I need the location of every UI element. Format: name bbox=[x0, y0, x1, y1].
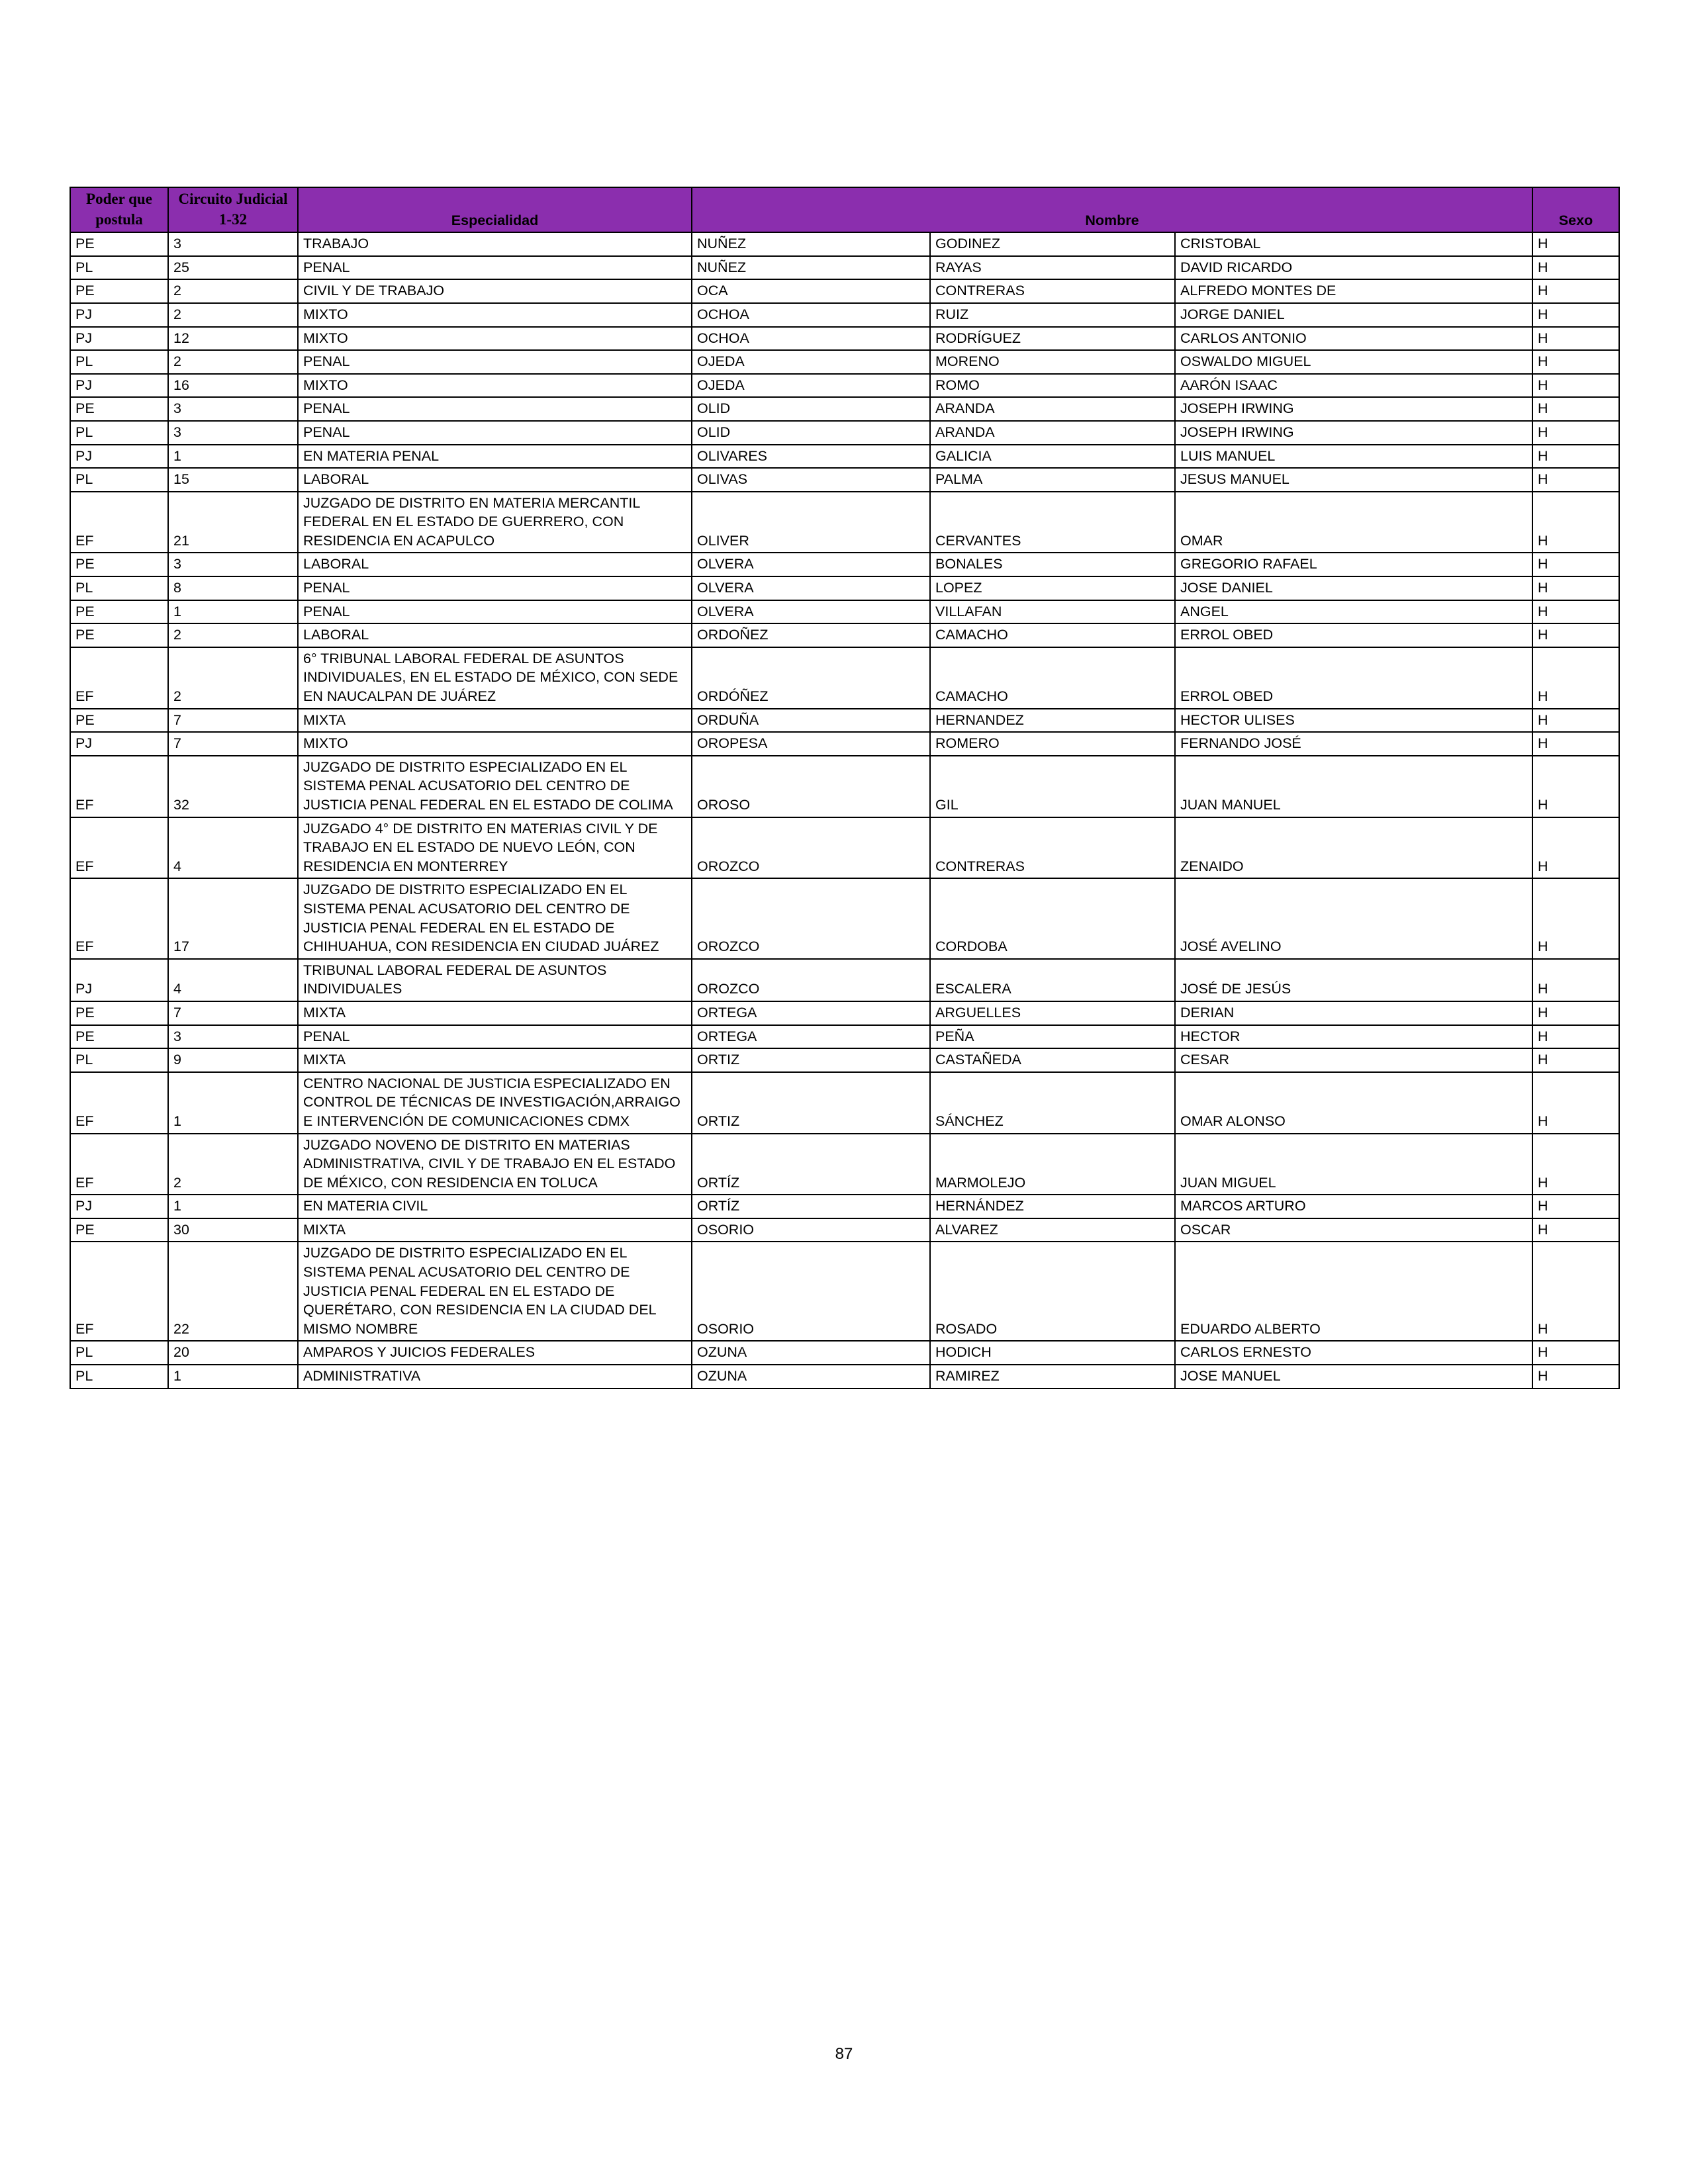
cell-ap2: CERVANTES bbox=[930, 492, 1175, 553]
cell-circuito: 25 bbox=[168, 256, 298, 280]
cell-nombre: OSWALDO MIGUEL bbox=[1175, 350, 1532, 374]
cell-circuito: 30 bbox=[168, 1218, 298, 1242]
cell-ap1: ORTIZ bbox=[692, 1072, 930, 1134]
cell-especialidad: TRIBUNAL LABORAL FEDERAL DE ASUNTOS INDIVIDUALES bbox=[298, 959, 692, 1001]
cell-nombre: FERNANDO JOSÉ bbox=[1175, 732, 1532, 756]
column-header-poder: Poder que postula bbox=[70, 187, 168, 232]
cell-circuito: 7 bbox=[168, 1001, 298, 1025]
cell-ap2: PEÑA bbox=[930, 1025, 1175, 1049]
cell-nombre: ANGEL bbox=[1175, 600, 1532, 624]
cell-poder: PE bbox=[70, 397, 168, 421]
cell-circuito: 2 bbox=[168, 647, 298, 709]
cell-sexo: H bbox=[1532, 327, 1619, 351]
table-row bbox=[70, 817, 1619, 879]
cell-ap2: ROMERO bbox=[930, 732, 1175, 756]
cell-ap1: NUÑEZ bbox=[692, 256, 930, 280]
cell-poder: PE bbox=[70, 553, 168, 576]
cell-ap2: CAMACHO bbox=[930, 623, 1175, 647]
cell-sexo: H bbox=[1532, 817, 1619, 879]
cell-sexo: H bbox=[1532, 959, 1619, 1001]
cell-especialidad: PENAL bbox=[298, 600, 692, 624]
cell-poder: EF bbox=[70, 492, 168, 553]
cell-especialidad: PENAL bbox=[298, 397, 692, 421]
cell-poder: PJ bbox=[70, 303, 168, 327]
cell-circuito: 7 bbox=[168, 732, 298, 756]
cell-poder: PE bbox=[70, 623, 168, 647]
cell-poder: PJ bbox=[70, 959, 168, 1001]
cell-especialidad: MIXTA bbox=[298, 1001, 692, 1025]
table-row bbox=[70, 279, 1619, 303]
cell-circuito: 1 bbox=[168, 1072, 298, 1134]
cell-ap1: OCHOA bbox=[692, 327, 930, 351]
cell-especialidad: CIVIL Y DE TRABAJO bbox=[298, 279, 692, 303]
cell-circuito: 17 bbox=[168, 878, 298, 958]
table-row bbox=[70, 576, 1619, 600]
cell-poder: PL bbox=[70, 576, 168, 600]
cell-ap2: ROSADO bbox=[930, 1242, 1175, 1341]
cell-circuito: 16 bbox=[168, 374, 298, 398]
cell-ap2: CONTRERAS bbox=[930, 817, 1175, 879]
cell-especialidad: LABORAL bbox=[298, 623, 692, 647]
cell-sexo: H bbox=[1532, 468, 1619, 492]
cell-ap1: ORTIZ bbox=[692, 1048, 930, 1072]
cell-ap2: ROMO bbox=[930, 374, 1175, 398]
table-row bbox=[70, 709, 1619, 733]
cell-ap1: ORTÍZ bbox=[692, 1195, 930, 1218]
cell-especialidad: PENAL bbox=[298, 256, 692, 280]
cell-especialidad: 6° TRIBUNAL LABORAL FEDERAL DE ASUNTOS INDIVIDUALES, EN EL ESTADO DE MÉXICO, CON SEDE EN NAUCALPAN DE JUÁREZ bbox=[298, 647, 692, 709]
cell-sexo: H bbox=[1532, 303, 1619, 327]
cell-ap1: OJEDA bbox=[692, 374, 930, 398]
cell-especialidad: JUZGADO DE DISTRITO ESPECIALIZADO EN EL SISTEMA PENAL ACUSATORIO DEL CENTRO DE JUSTICIA PENAL FEDERAL EN EL ESTADO DE QUERÉTARO, CON RESIDENCIA EN LA CIUDAD DEL MISMO NOMBRE bbox=[298, 1242, 692, 1341]
cell-ap1: OROSO bbox=[692, 756, 930, 817]
cell-poder: PE bbox=[70, 279, 168, 303]
table-row bbox=[70, 647, 1619, 709]
cell-nombre: JOSEPH IRWING bbox=[1175, 397, 1532, 421]
table-row bbox=[70, 1341, 1619, 1365]
cell-sexo: H bbox=[1532, 553, 1619, 576]
cell-circuito: 1 bbox=[168, 600, 298, 624]
cell-nombre: DERIAN bbox=[1175, 1001, 1532, 1025]
cell-circuito: 21 bbox=[168, 492, 298, 553]
cell-nombre: JOSE DANIEL bbox=[1175, 576, 1532, 600]
cell-especialidad: AMPAROS Y JUICIOS FEDERALES bbox=[298, 1341, 692, 1365]
table-row bbox=[70, 397, 1619, 421]
table-row bbox=[70, 1048, 1619, 1072]
cell-circuito: 15 bbox=[168, 468, 298, 492]
cell-ap2: RUIZ bbox=[930, 303, 1175, 327]
cell-poder: PJ bbox=[70, 732, 168, 756]
cell-ap1: OLVERA bbox=[692, 576, 930, 600]
cell-poder: PE bbox=[70, 600, 168, 624]
cell-ap2: RODRÍGUEZ bbox=[930, 327, 1175, 351]
cell-sexo: H bbox=[1532, 256, 1619, 280]
cell-circuito: 4 bbox=[168, 959, 298, 1001]
cell-ap1: OZUNA bbox=[692, 1365, 930, 1388]
table-row bbox=[70, 959, 1619, 1001]
cell-ap1: OROZCO bbox=[692, 959, 930, 1001]
cell-poder: PE bbox=[70, 1001, 168, 1025]
cell-ap2: GALICIA bbox=[930, 445, 1175, 469]
cell-ap2: HODICH bbox=[930, 1341, 1175, 1365]
table-header bbox=[70, 187, 1619, 232]
table-row bbox=[70, 256, 1619, 280]
table-row bbox=[70, 600, 1619, 624]
cell-nombre: CARLOS ANTONIO bbox=[1175, 327, 1532, 351]
cell-circuito: 1 bbox=[168, 1195, 298, 1218]
cell-circuito: 2 bbox=[168, 279, 298, 303]
cell-poder: PJ bbox=[70, 374, 168, 398]
cell-poder: EF bbox=[70, 1242, 168, 1341]
cell-ap2: HERNÁNDEZ bbox=[930, 1195, 1175, 1218]
cell-circuito: 8 bbox=[168, 576, 298, 600]
table-row bbox=[70, 421, 1619, 445]
cell-ap1: OLID bbox=[692, 421, 930, 445]
table-row bbox=[70, 1025, 1619, 1049]
cell-ap2: ARANDA bbox=[930, 397, 1175, 421]
cell-ap2: MORENO bbox=[930, 350, 1175, 374]
table-row bbox=[70, 1242, 1619, 1341]
cell-ap1: OZUNA bbox=[692, 1341, 930, 1365]
cell-nombre: ALFREDO MONTES DE bbox=[1175, 279, 1532, 303]
cell-especialidad: JUZGADO 4° DE DISTRITO EN MATERIAS CIVIL Y DE TRABAJO EN EL ESTADO DE NUEVO LEÓN, CON RESIDENCIA EN MONTERREY bbox=[298, 817, 692, 879]
cell-nombre: JOSÉ AVELINO bbox=[1175, 878, 1532, 958]
cell-ap2: SÁNCHEZ bbox=[930, 1072, 1175, 1134]
cell-sexo: H bbox=[1532, 1218, 1619, 1242]
cell-nombre: JOSEPH IRWING bbox=[1175, 421, 1532, 445]
cell-poder: PL bbox=[70, 256, 168, 280]
cell-sexo: H bbox=[1532, 1025, 1619, 1049]
cell-sexo: H bbox=[1532, 756, 1619, 817]
cell-ap1: OLVERA bbox=[692, 553, 930, 576]
cell-ap1: OLID bbox=[692, 397, 930, 421]
table-row bbox=[70, 553, 1619, 576]
cell-especialidad: PENAL bbox=[298, 1025, 692, 1049]
cell-especialidad: EN MATERIA CIVIL bbox=[298, 1195, 692, 1218]
cell-sexo: H bbox=[1532, 1134, 1619, 1195]
cell-sexo: H bbox=[1532, 1072, 1619, 1134]
column-header-circuito: Circuito Judicial 1-32 bbox=[168, 187, 298, 232]
cell-especialidad: JUZGADO DE DISTRITO EN MATERIA MERCANTIL FEDERAL EN EL ESTADO DE GUERRERO, CON RESIDENCIA EN ACAPULCO bbox=[298, 492, 692, 553]
cell-ap2: ARANDA bbox=[930, 421, 1175, 445]
cell-circuito: 3 bbox=[168, 1025, 298, 1049]
cell-ap1: ORDUÑA bbox=[692, 709, 930, 733]
cell-especialidad: MIXTO bbox=[298, 303, 692, 327]
cell-ap1: OSORIO bbox=[692, 1242, 930, 1341]
cell-circuito: 1 bbox=[168, 1365, 298, 1388]
cell-poder: PL bbox=[70, 1048, 168, 1072]
cell-sexo: H bbox=[1532, 623, 1619, 647]
cell-nombre: DAVID RICARDO bbox=[1175, 256, 1532, 280]
cell-especialidad: LABORAL bbox=[298, 468, 692, 492]
cell-sexo: H bbox=[1532, 647, 1619, 709]
cell-ap1: NUÑEZ bbox=[692, 232, 930, 256]
candidates-table bbox=[70, 187, 1620, 1389]
column-header-especialidad: Especialidad bbox=[298, 187, 692, 232]
table-row bbox=[70, 1195, 1619, 1218]
cell-especialidad: JUZGADO NOVENO DE DISTRITO EN MATERIAS ADMINISTRATIVA, CIVIL Y DE TRABAJO EN EL ESTADO DE MÉXICO, CON RESIDENCIA EN TOLUCA bbox=[298, 1134, 692, 1195]
cell-nombre: JUAN MIGUEL bbox=[1175, 1134, 1532, 1195]
table-row bbox=[70, 1134, 1619, 1195]
cell-nombre: LUIS MANUEL bbox=[1175, 445, 1532, 469]
table-row bbox=[70, 303, 1619, 327]
cell-especialidad: MIXTO bbox=[298, 327, 692, 351]
cell-ap1: OSORIO bbox=[692, 1218, 930, 1242]
cell-ap2: LOPEZ bbox=[930, 576, 1175, 600]
cell-nombre: EDUARDO ALBERTO bbox=[1175, 1242, 1532, 1341]
column-header-sexo: Sexo bbox=[1532, 187, 1619, 232]
table-row bbox=[70, 623, 1619, 647]
cell-nombre: JESUS MANUEL bbox=[1175, 468, 1532, 492]
cell-nombre: CARLOS ERNESTO bbox=[1175, 1341, 1532, 1365]
table-row bbox=[70, 445, 1619, 469]
cell-nombre: JUAN MANUEL bbox=[1175, 756, 1532, 817]
cell-ap2: RAYAS bbox=[930, 256, 1175, 280]
cell-poder: PL bbox=[70, 1365, 168, 1388]
cell-sexo: H bbox=[1532, 1242, 1619, 1341]
cell-nombre: CRISTOBAL bbox=[1175, 232, 1532, 256]
table-row bbox=[70, 374, 1619, 398]
cell-especialidad: CENTRO NACIONAL DE JUSTICIA ESPECIALIZADO EN CONTROL DE TÉCNICAS DE INVESTIGACIÓN,ARRAIGO E INTERVENCIÓN DE COMUNICACIONES CDMX bbox=[298, 1072, 692, 1134]
cell-circuito: 3 bbox=[168, 397, 298, 421]
cell-sexo: H bbox=[1532, 397, 1619, 421]
cell-especialidad: MIXTA bbox=[298, 1048, 692, 1072]
cell-poder: PJ bbox=[70, 1195, 168, 1218]
cell-ap2: GIL bbox=[930, 756, 1175, 817]
cell-ap1: OCA bbox=[692, 279, 930, 303]
cell-circuito: 3 bbox=[168, 553, 298, 576]
cell-especialidad: TRABAJO bbox=[298, 232, 692, 256]
table-row bbox=[70, 732, 1619, 756]
cell-poder: EF bbox=[70, 756, 168, 817]
cell-ap1: OLVERA bbox=[692, 600, 930, 624]
cell-ap1: OROZCO bbox=[692, 878, 930, 958]
cell-circuito: 1 bbox=[168, 445, 298, 469]
cell-poder: PE bbox=[70, 709, 168, 733]
cell-sexo: H bbox=[1532, 732, 1619, 756]
cell-ap1: OCHOA bbox=[692, 303, 930, 327]
cell-circuito: 12 bbox=[168, 327, 298, 351]
cell-sexo: H bbox=[1532, 1048, 1619, 1072]
table-row bbox=[70, 1072, 1619, 1134]
cell-especialidad: MIXTO bbox=[298, 374, 692, 398]
cell-ap2: BONALES bbox=[930, 553, 1175, 576]
page-number: 87 bbox=[835, 2045, 853, 2063]
cell-ap1: OJEDA bbox=[692, 350, 930, 374]
cell-circuito: 4 bbox=[168, 817, 298, 879]
cell-ap2: HERNANDEZ bbox=[930, 709, 1175, 733]
cell-poder: EF bbox=[70, 878, 168, 958]
cell-especialidad: JUZGADO DE DISTRITO ESPECIALIZADO EN EL SISTEMA PENAL ACUSATORIO DEL CENTRO DE JUSTICIA PENAL FEDERAL EN EL ESTADO DE COLIMA bbox=[298, 756, 692, 817]
cell-circuito: 7 bbox=[168, 709, 298, 733]
cell-especialidad: ADMINISTRATIVA bbox=[298, 1365, 692, 1388]
cell-sexo: H bbox=[1532, 374, 1619, 398]
cell-sexo: H bbox=[1532, 421, 1619, 445]
cell-nombre: ZENAIDO bbox=[1175, 817, 1532, 879]
cell-ap2: ESCALERA bbox=[930, 959, 1175, 1001]
cell-nombre: AARÓN ISAAC bbox=[1175, 374, 1532, 398]
cell-poder: PJ bbox=[70, 327, 168, 351]
cell-ap2: ARGUELLES bbox=[930, 1001, 1175, 1025]
cell-especialidad: MIXTO bbox=[298, 732, 692, 756]
cell-sexo: H bbox=[1532, 279, 1619, 303]
cell-poder: PL bbox=[70, 1341, 168, 1365]
cell-sexo: H bbox=[1532, 350, 1619, 374]
cell-sexo: H bbox=[1532, 445, 1619, 469]
cell-especialidad: PENAL bbox=[298, 350, 692, 374]
cell-nombre: JOSE MANUEL bbox=[1175, 1365, 1532, 1388]
cell-poder: EF bbox=[70, 817, 168, 879]
cell-especialidad: EN MATERIA PENAL bbox=[298, 445, 692, 469]
cell-nombre: ERROL OBED bbox=[1175, 623, 1532, 647]
cell-ap2: GODINEZ bbox=[930, 232, 1175, 256]
cell-sexo: H bbox=[1532, 576, 1619, 600]
cell-poder: EF bbox=[70, 1072, 168, 1134]
cell-nombre: JOSÉ DE JESÚS bbox=[1175, 959, 1532, 1001]
cell-ap2: CONTRERAS bbox=[930, 279, 1175, 303]
cell-poder: EF bbox=[70, 647, 168, 709]
cell-ap2: MARMOLEJO bbox=[930, 1134, 1175, 1195]
cell-ap1: OLIVER bbox=[692, 492, 930, 553]
table-header-row bbox=[70, 187, 1619, 232]
cell-nombre: OMAR ALONSO bbox=[1175, 1072, 1532, 1134]
cell-circuito: 2 bbox=[168, 1134, 298, 1195]
cell-ap2: CAMACHO bbox=[930, 647, 1175, 709]
cell-circuito: 20 bbox=[168, 1341, 298, 1365]
cell-sexo: H bbox=[1532, 1365, 1619, 1388]
cell-circuito: 2 bbox=[168, 303, 298, 327]
table-row bbox=[70, 1365, 1619, 1388]
cell-nombre: JORGE DANIEL bbox=[1175, 303, 1532, 327]
cell-circuito: 3 bbox=[168, 421, 298, 445]
cell-sexo: H bbox=[1532, 492, 1619, 553]
cell-sexo: H bbox=[1532, 1195, 1619, 1218]
table-row bbox=[70, 756, 1619, 817]
cell-ap1: OLIVAS bbox=[692, 468, 930, 492]
table-row bbox=[70, 327, 1619, 351]
table-row bbox=[70, 232, 1619, 256]
cell-poder: PJ bbox=[70, 445, 168, 469]
cell-nombre: ERROL OBED bbox=[1175, 647, 1532, 709]
cell-especialidad: MIXTA bbox=[298, 709, 692, 733]
cell-nombre: GREGORIO RAFAEL bbox=[1175, 553, 1532, 576]
table-row bbox=[70, 350, 1619, 374]
table-row bbox=[70, 1218, 1619, 1242]
cell-especialidad: LABORAL bbox=[298, 553, 692, 576]
cell-poder: PE bbox=[70, 1218, 168, 1242]
cell-ap1: OLIVARES bbox=[692, 445, 930, 469]
cell-poder: EF bbox=[70, 1134, 168, 1195]
table-row bbox=[70, 1001, 1619, 1025]
cell-nombre: MARCOS ARTURO bbox=[1175, 1195, 1532, 1218]
cell-poder: PL bbox=[70, 468, 168, 492]
cell-ap1: ORTEGA bbox=[692, 1001, 930, 1025]
cell-ap1: ORTÍZ bbox=[692, 1134, 930, 1195]
cell-nombre: CESAR bbox=[1175, 1048, 1532, 1072]
cell-ap1: ORTEGA bbox=[692, 1025, 930, 1049]
cell-poder: PE bbox=[70, 1025, 168, 1049]
cell-circuito: 22 bbox=[168, 1242, 298, 1341]
cell-ap2: CASTAÑEDA bbox=[930, 1048, 1175, 1072]
cell-poder: PE bbox=[70, 232, 168, 256]
cell-nombre: OMAR bbox=[1175, 492, 1532, 553]
cell-especialidad: PENAL bbox=[298, 421, 692, 445]
cell-circuito: 3 bbox=[168, 232, 298, 256]
cell-sexo: H bbox=[1532, 600, 1619, 624]
cell-circuito: 32 bbox=[168, 756, 298, 817]
table-body bbox=[70, 232, 1619, 1388]
cell-circuito: 2 bbox=[168, 350, 298, 374]
cell-especialidad: PENAL bbox=[298, 576, 692, 600]
candidates-table-container bbox=[70, 187, 1618, 1389]
cell-circuito: 2 bbox=[168, 623, 298, 647]
cell-sexo: H bbox=[1532, 878, 1619, 958]
cell-sexo: H bbox=[1532, 1341, 1619, 1365]
cell-poder: PL bbox=[70, 421, 168, 445]
cell-ap2: PALMA bbox=[930, 468, 1175, 492]
table-row bbox=[70, 468, 1619, 492]
cell-ap1: ORDÓÑEZ bbox=[692, 647, 930, 709]
cell-sexo: H bbox=[1532, 1001, 1619, 1025]
cell-ap1: OROPESA bbox=[692, 732, 930, 756]
cell-nombre: HECTOR bbox=[1175, 1025, 1532, 1049]
cell-especialidad: JUZGADO DE DISTRITO ESPECIALIZADO EN EL SISTEMA PENAL ACUSATORIO DEL CENTRO DE JUSTICIA PENAL FEDERAL EN EL ESTADO DE CHIHUAHUA, CON RESIDENCIA EN CIUDAD JUÁREZ bbox=[298, 878, 692, 958]
column-header-nombre: Nombre bbox=[692, 187, 1532, 232]
cell-sexo: H bbox=[1532, 709, 1619, 733]
cell-ap2: RAMIREZ bbox=[930, 1365, 1175, 1388]
cell-nombre: HECTOR ULISES bbox=[1175, 709, 1532, 733]
cell-especialidad: MIXTA bbox=[298, 1218, 692, 1242]
cell-sexo: H bbox=[1532, 232, 1619, 256]
cell-nombre: OSCAR bbox=[1175, 1218, 1532, 1242]
cell-circuito: 9 bbox=[168, 1048, 298, 1072]
table-row bbox=[70, 878, 1619, 958]
table-row bbox=[70, 492, 1619, 553]
cell-ap1: ORDOÑEZ bbox=[692, 623, 930, 647]
cell-ap1: OROZCO bbox=[692, 817, 930, 879]
cell-ap2: CORDOBA bbox=[930, 878, 1175, 958]
cell-ap2: VILLAFAN bbox=[930, 600, 1175, 624]
cell-poder: PL bbox=[70, 350, 168, 374]
cell-ap2: ALVAREZ bbox=[930, 1218, 1175, 1242]
